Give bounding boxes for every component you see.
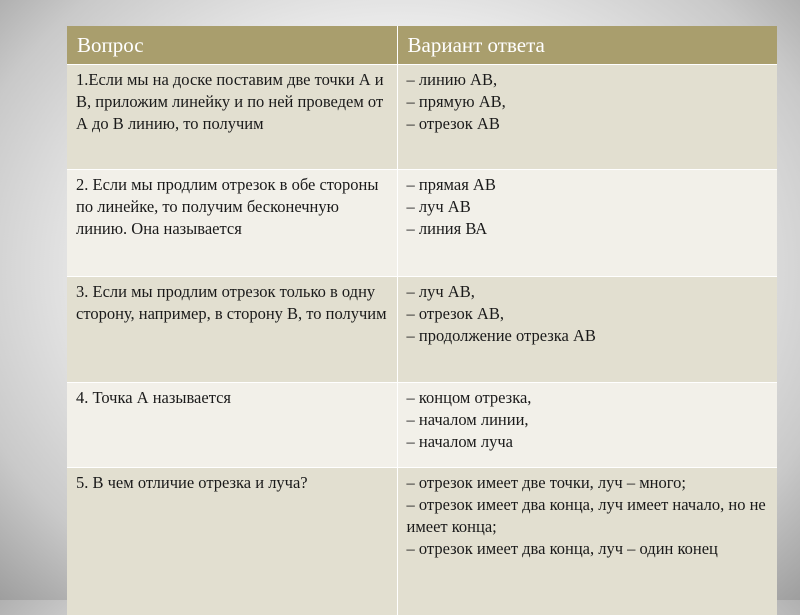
answer-cell: – отрезок имеет две точки, луч – много; – отрезок имеет два конца, луч имеет начало, но не имеет конца; – отрезок имеет два конца, луч – один конец <box>397 468 777 615</box>
table-row <box>67 468 777 615</box>
question-cell: 1.Если мы на доске поставим две точки А и В, приложим линейку и по ней проведем от А до В линию, то получим <box>67 65 397 170</box>
answer-cell: – луч АВ, – отрезок АВ, – продолжение отрезка АВ <box>397 277 777 383</box>
question-cell: 3. Если мы продлим отрезок только в одну сторону, например, в сторону В, то получим <box>67 277 397 383</box>
answer-cell: – концом отрезка, – началом линии, – началом луча <box>397 383 777 468</box>
table-row <box>67 65 777 170</box>
table-row <box>67 383 777 468</box>
answer-cell: – прямая АВ – луч АВ – линия ВА <box>397 170 777 277</box>
quiz-table-container <box>67 26 777 615</box>
table-row <box>67 170 777 277</box>
header-question: Вопрос <box>67 26 397 65</box>
table-header-row <box>67 26 777 65</box>
header-answer: Вариант ответа <box>397 26 777 65</box>
table-row <box>67 277 777 383</box>
question-cell: 2. Если мы продлим отрезок в обе стороны по линейке, то получим бесконечную линию. Она называется <box>67 170 397 277</box>
question-cell: 5. В чем отличие отрезка и луча? <box>67 468 397 615</box>
quiz-table <box>67 26 777 615</box>
question-cell: 4. Точка А называется <box>67 383 397 468</box>
answer-cell: – линию АВ, – прямую АВ, – отрезок АВ <box>397 65 777 170</box>
